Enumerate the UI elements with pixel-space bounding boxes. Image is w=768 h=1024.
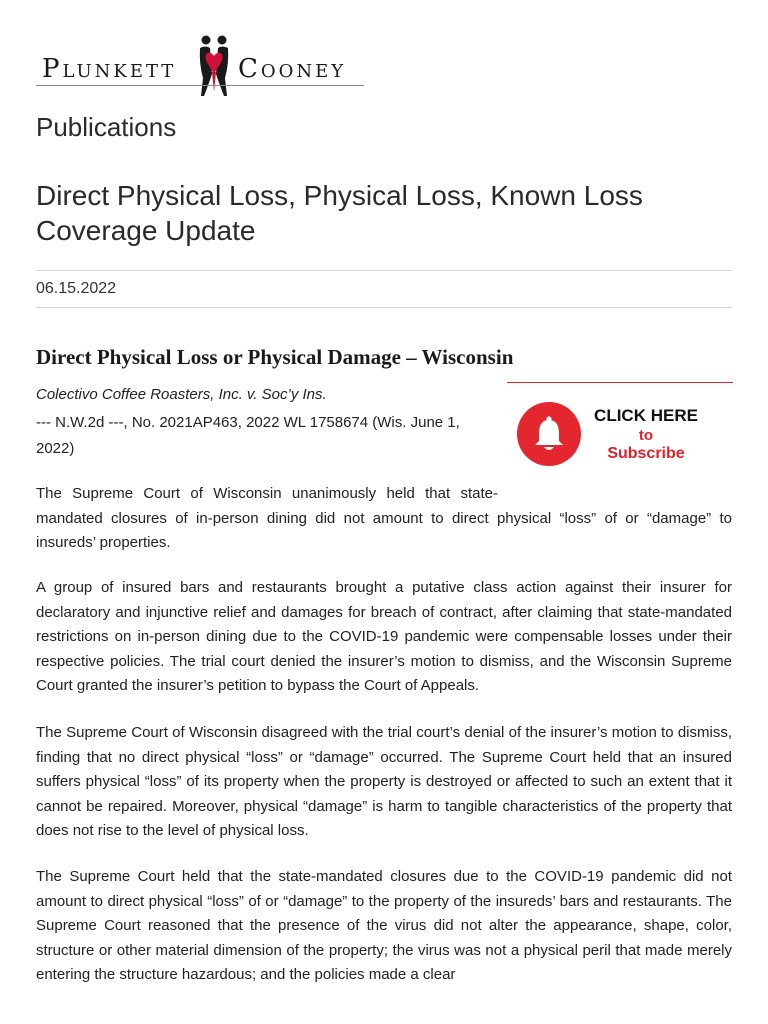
case-name: Colectivo Coffee Roasters, Inc. v. Soc’y Ins. [36,386,327,403]
paragraph-4: The Supreme Court held that the state-mandated closures due to the COVID-19 pandemic did not amount to direct physical “loss” of or “damage” to the property of the insureds’ bars and restaurants. The Supreme Court reasoned that the presence of the virus did not alter the appearance, shape, color, structure or other material dimension of the property; the virus was not a physical peril that made merely entering the structure hazardous; and the policies made a clear [36,868,732,983]
article-subheading: Direct Physical Loss or Physical Damage – Wisconsin [36,345,514,369]
subscribe-cta-line3[interactable]: Subscribe [607,445,685,462]
paragraph-1-rest: mandated closures of in-person dining did not amount to direct physical “loss” of or “damage” to insureds’ properties. [36,509,732,551]
subscribe-rule [507,382,733,383]
case-citation: --- N.W.2d ---, No. 2021AP463, 2022 WL 1758674 (Wis. June 1, 2022) [36,414,460,457]
paragraph-3: The Supreme Court of Wisconsin disagreed with the trial court’s denial of the insurer’s motion to dismiss, finding that no direct physical “loss” or “damage” occurred. The Supreme Court held that an insured suffers physical “loss” of its property when the property is destroyed or affected to such an extent that it cannot be repaired. Moreover, physical “damage” is harm to tangible characteristics of the property that does not rise to the level of physical loss. [36,724,732,839]
section-title: Publications [36,112,177,142]
article-title: Direct Physical Loss, Physical Loss, Known Loss Coverage Update [36,180,643,246]
bell-icon [533,416,565,452]
subscribe-cta-line1[interactable]: CLICK HERE [594,406,698,425]
bell-badge[interactable] [517,402,581,466]
plunkett-cooney-logo[interactable] [36,34,366,98]
divider-top [36,270,732,271]
publication-date: 06.15.2022 [36,280,117,297]
paragraph-2: A group of insured bars and restaurants brought a putative class action against their insurer for declaratory and injunctive relief and damages for breach of contract, after claiming that state-mandated restrictions on in-person dining due to the COVID-19 pandemic were compensable losses under their respective policies. The trial court denied the insurer’s motion to dismiss, and the Wisconsin Supreme Court granted the insurer’s petition to bypass the Court of Appeals. [36,579,732,694]
subscribe-banner[interactable] [507,382,733,482]
logo-word-cooney: Cooney [238,54,347,84]
paragraph-1-line1: The Supreme Court of Wisconsin unanimously held that state- [36,485,498,502]
paragraph-1 [36,482,732,556]
logo-word-plunkett: Plunkett [42,54,177,84]
figures-heart-icon [196,34,232,98]
logo-underline [36,85,364,86]
subscribe-cta-line2[interactable]: to [638,427,654,444]
divider-bottom [36,307,732,308]
